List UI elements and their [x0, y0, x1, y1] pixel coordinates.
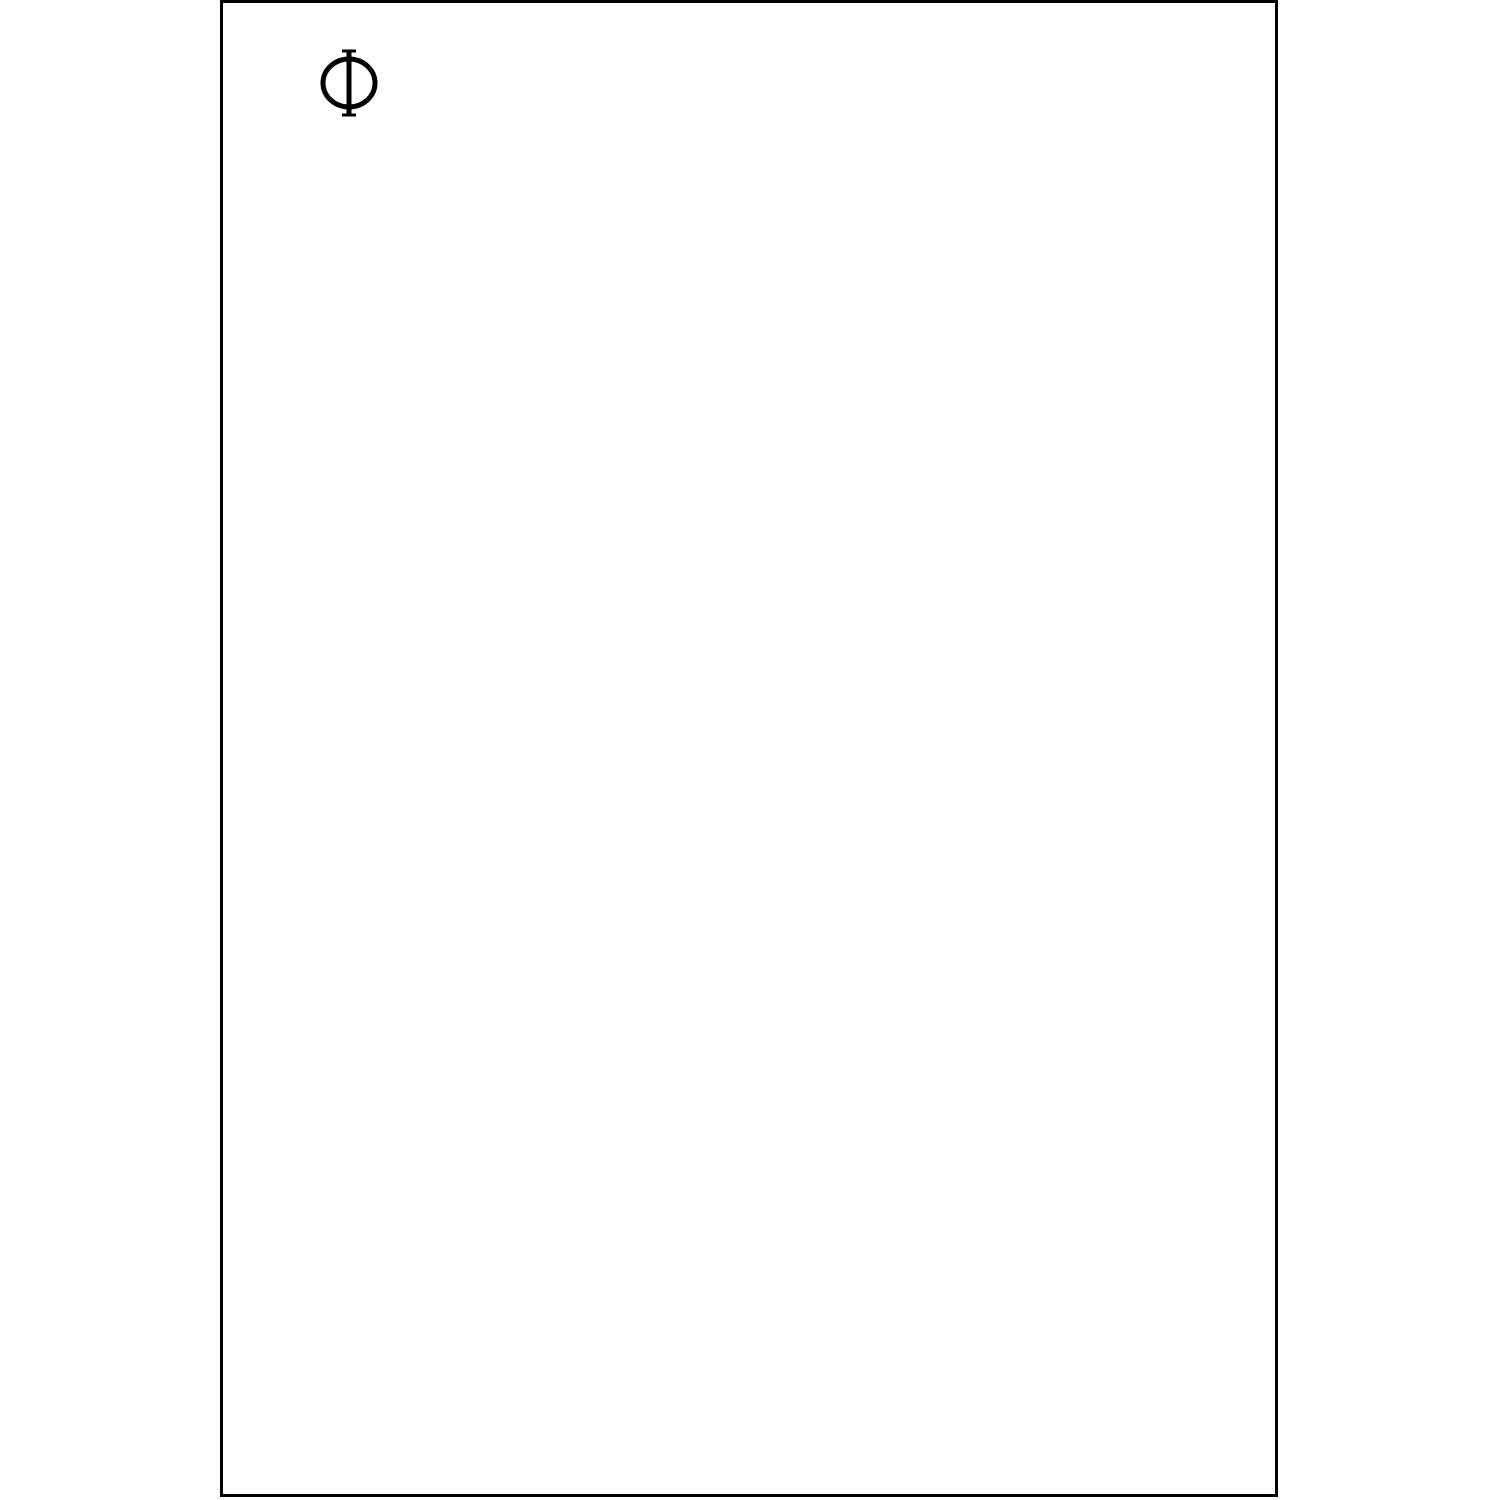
dial-face-plate	[340, 170, 550, 360]
kraus-naimer-logo-icon	[318, 46, 382, 118]
contact-wiring-diagram	[588, 214, 1226, 398]
